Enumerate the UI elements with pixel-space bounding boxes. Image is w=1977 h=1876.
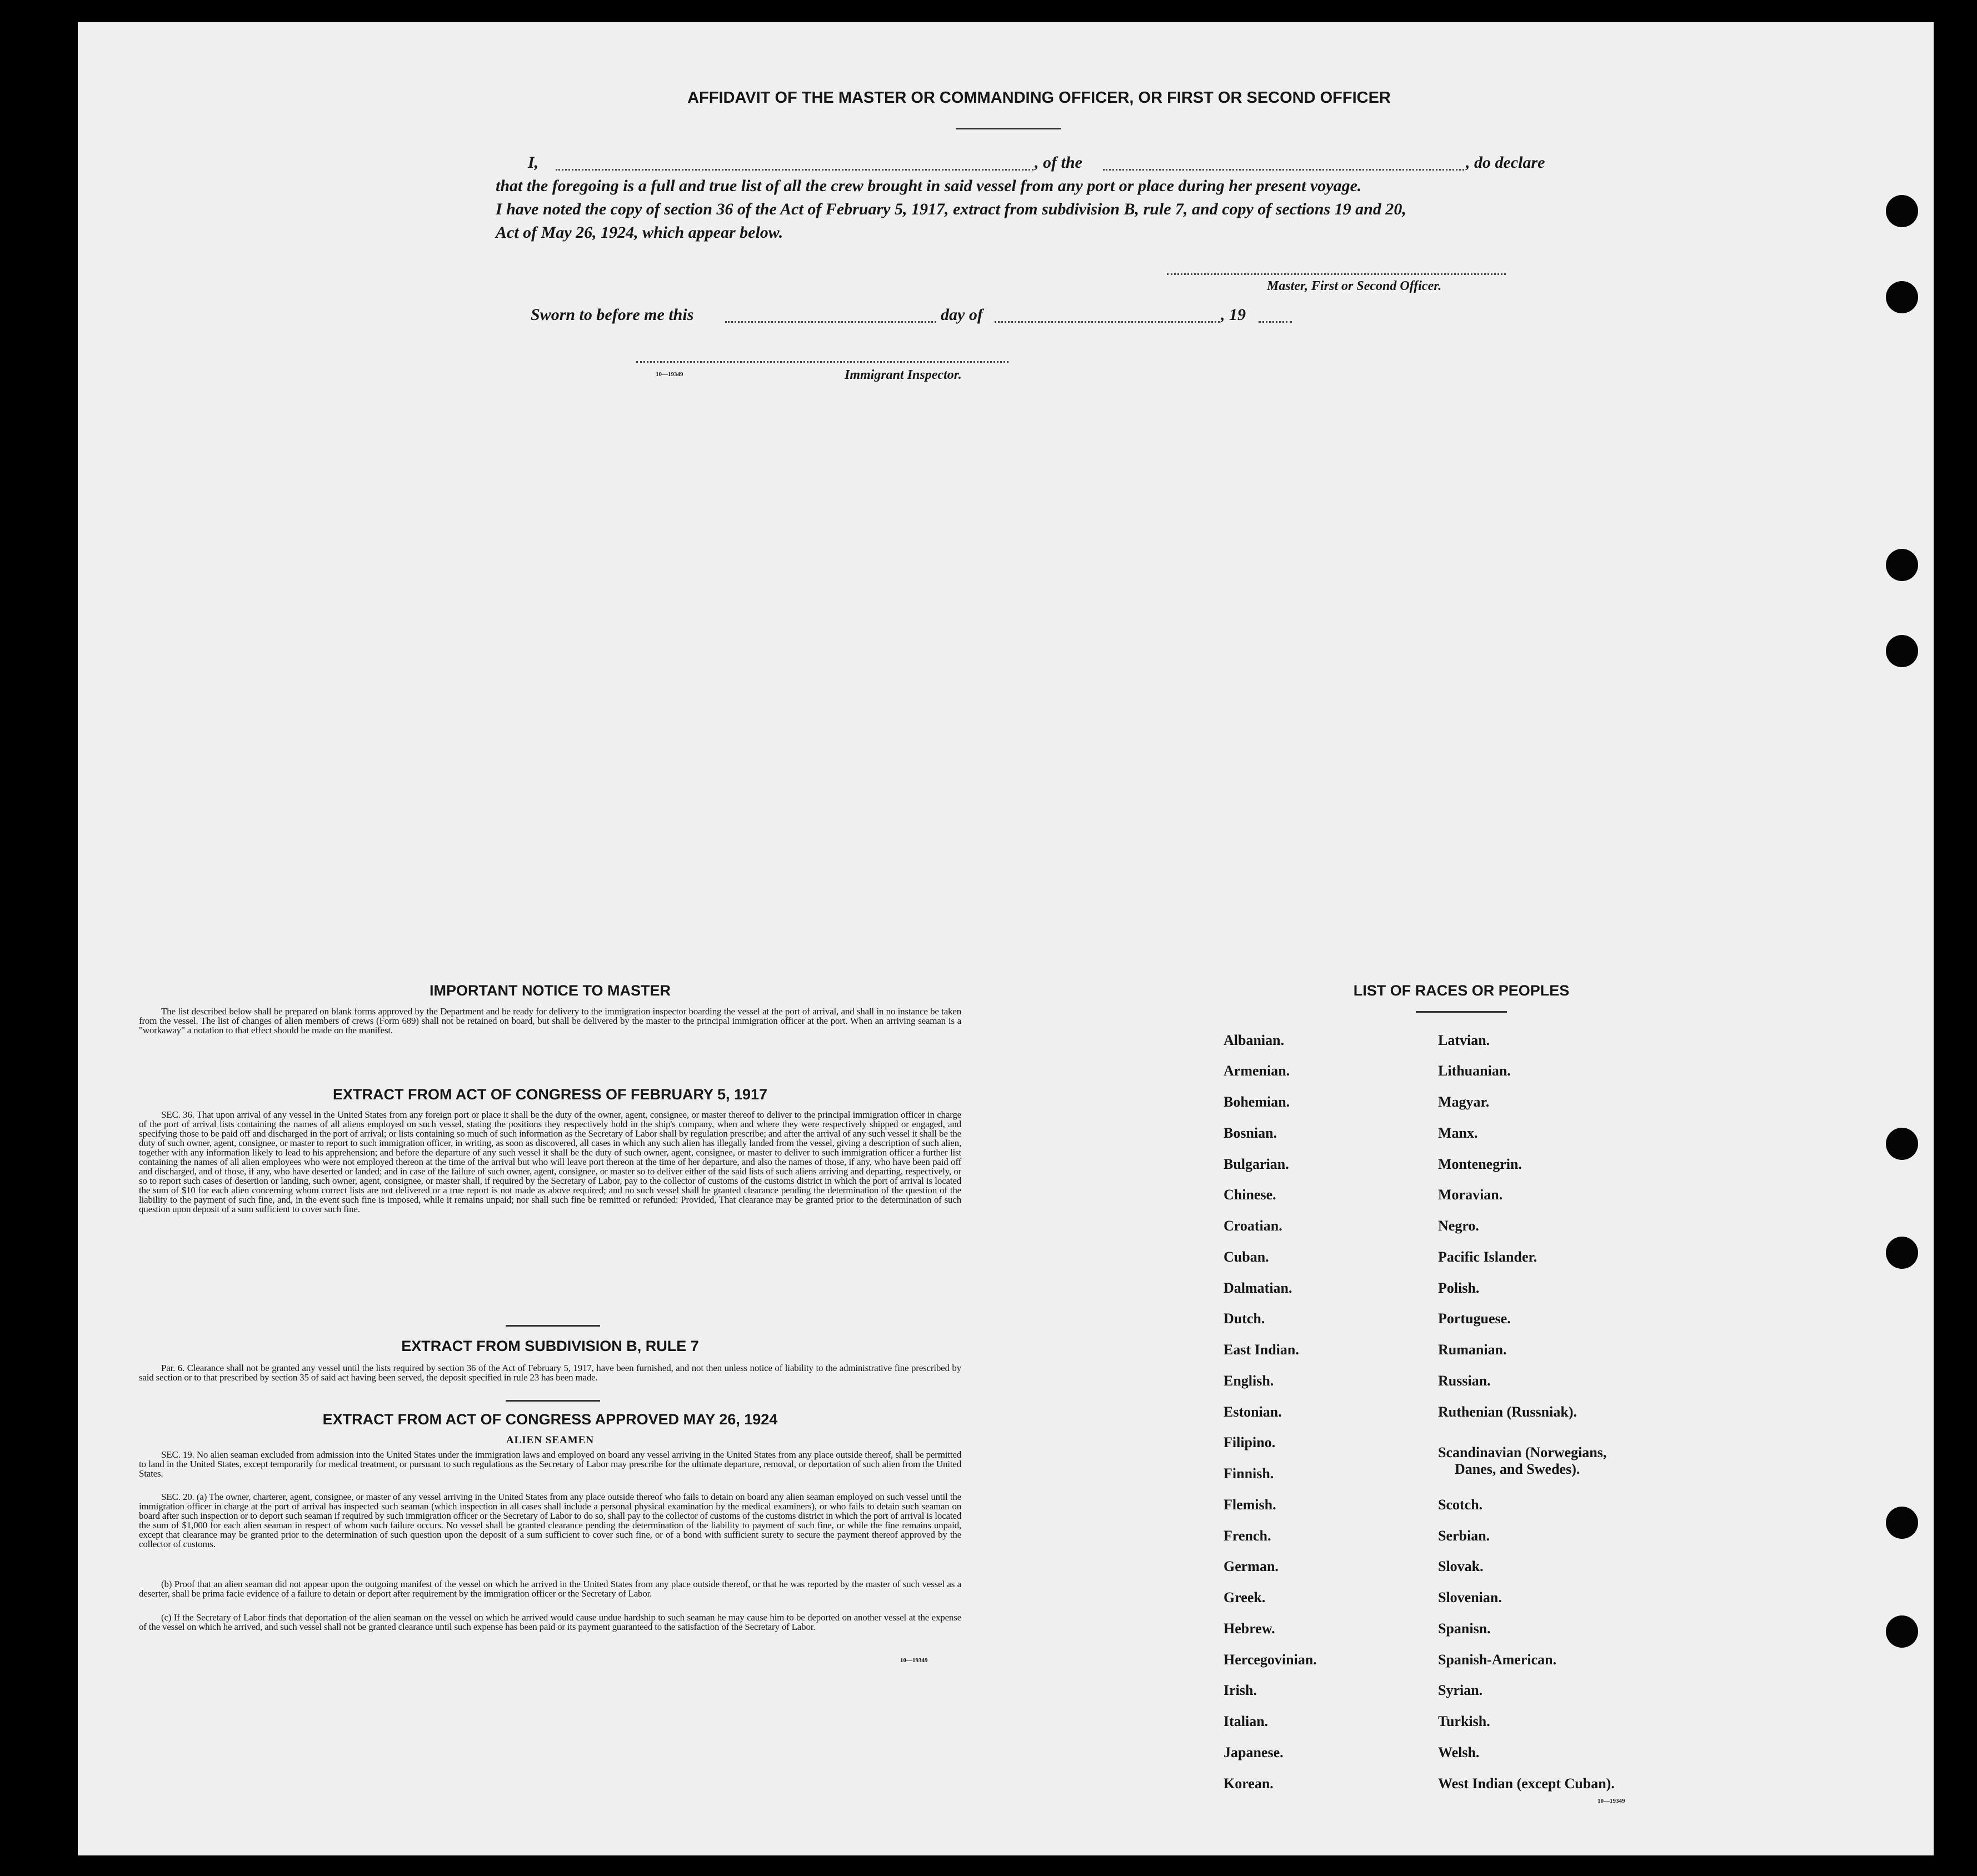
race-item: Manx.: [1438, 1125, 1478, 1141]
race-item: Italian.: [1224, 1713, 1269, 1729]
race-item: Syrian.: [1438, 1682, 1483, 1698]
affidavit-line-4: Act of May 26, 1924, which appear below.: [496, 223, 783, 242]
race-item: East Indian.: [1224, 1342, 1299, 1358]
sworn-year-field[interactable]: [1259, 321, 1292, 323]
binder-hole: [1886, 1507, 1918, 1539]
sworn-line: [531, 306, 1364, 328]
race-item: Japanese.: [1224, 1744, 1284, 1760]
section-divider: [506, 1400, 600, 1402]
race-item: Latvian.: [1438, 1032, 1490, 1048]
section-divider: [506, 1325, 600, 1327]
race-item: Montenegrin.: [1438, 1156, 1522, 1172]
race-item: Russian.: [1438, 1373, 1491, 1389]
binder-hole: [1886, 1237, 1918, 1269]
race-item: Flemish.: [1224, 1497, 1276, 1513]
race-item: Scotch.: [1438, 1497, 1483, 1513]
extract-1917-title: EXTRACT FROM ACT OF CONGRESS OF FEBRUARY 5, 1917: [332, 1086, 768, 1103]
race-item: German.: [1224, 1558, 1279, 1574]
extract-1917-body: SEC. 36. That upon arrival of any vessel in the United States from any foreign port or place it shall be the duty of the owner, agent, consignee, or master thereof to deliver to the principal immigration officer in charge of the port of arrival lists containing the names of all aliens employed on such vessel, stating the positions they respectively hold in the ship's company, when and where they were respectively shipped or engaged, and specifying those to be paid off and discharged in the port of arrival; or lists containing so much of such information as the Secretary of Labor shall by regulation prescribe; and after the arrival of any such vessel it shall be the duty of such owner, agent, consignee, or master to report to such immigration officer, in writing, as soon as discovered, all cases in which any such alien has illegally landed from the vessel, giving a description of such alien, together with any information likely to lead to his apprehension; and before the departure of any such vessel it shall be the duty of such owner, agent, consignee, or master to deliver to such immigration officer a further list containing the names of all alien employees who were not employed thereon at the time of the arrival but who will leave port thereon at the time of her departure, and also the names of those, if any, who have been paid off and discharged, and of those, if any, who have deserted or landed; and in case of the failure of such owner, agent, consignee, or master so to deliver either of the said lists of such aliens arriving and departing, respectively, or so to report such cases of desertion or landing, such owner, agent, consignee, or master shall, if required by the Secretary of Labor, pay to the collector of customs of the customs district in which the port of arrival is located the sum of $10 for each alien concerning whom correct lists are not delivered or a true report is not made as above required; and no such vessel shall be granted clearance pending the determination of the question of the liability to the payment of such fine, and, in the event such fine is imposed, while it remains unpaid; nor shall such fine be remitted or refunded: Provided, That clearance may be granted prior to the determination of such question upon deposit of a sum sufficient to cover such fine.: [139, 1109, 961, 1214]
race-item: Cuban.: [1224, 1249, 1269, 1265]
race-item: Portuguese.: [1438, 1310, 1511, 1327]
race-item: Serbian.: [1438, 1528, 1490, 1544]
affidavit-line-3: I have noted the copy of section 36 of the Act of February 5, 1917, extract from subdivision B, rule 7, and copy of sections 19 and 20,: [496, 200, 1406, 218]
race-item: Danes, and Swedes).: [1455, 1461, 1580, 1477]
master-signature-label: Master, First or Second Officer.: [1267, 279, 1442, 293]
binder-hole: [1886, 635, 1918, 667]
sworn-day-field[interactable]: [725, 321, 936, 323]
vessel-name-field[interactable]: [1103, 169, 1464, 171]
races-form-number: 10—19349: [1597, 1798, 1625, 1804]
sworn-label: Sworn to before me this: [531, 306, 694, 324]
document-page: [78, 22, 1934, 1855]
race-item: Welsh.: [1438, 1744, 1480, 1760]
race-item: Turkish.: [1438, 1713, 1490, 1729]
race-item: Korean.: [1224, 1775, 1274, 1792]
of-the-label: , of the: [1035, 153, 1082, 172]
notice-body: The list described below shall be prepared on blank forms approved by the Department and be ready for delivery to the immigration inspector boarding the vessel at the port of arrival, and shall in no instance be taken from the vessel. The list of changes of alien members of crews (Form 689) shall not be retained on board, but shall be delivered by the master to the principal immigration officer at the port. When an arriving seaman is a "workaway" a notation to that effect should be made on the manifest.: [139, 1006, 961, 1035]
race-item: Ruthenian (Russniak).: [1438, 1404, 1577, 1420]
race-item: Bohemian.: [1224, 1094, 1290, 1110]
race-item: West Indian (except Cuban).: [1438, 1775, 1615, 1792]
race-item: Albanian.: [1224, 1032, 1285, 1048]
binder-hole: [1886, 281, 1918, 313]
affidavit-line-2: that the foregoing is a full and true list of all the crew brought in said vessel from any port or place during her present voyage.: [496, 177, 1362, 195]
master-signature-field[interactable]: [1167, 273, 1506, 275]
race-item: French.: [1224, 1528, 1271, 1544]
race-item: English.: [1224, 1373, 1274, 1389]
day-of-label: day of: [941, 306, 983, 324]
race-item: Filipino.: [1224, 1434, 1276, 1450]
race-item: Scandinavian (Norwegians,: [1438, 1444, 1607, 1460]
sec-20b-body: (b) Proof that an alien seaman did not appear upon the outgoing manifest of the vessel on which he arrived in the United States from any place outside thereof, or that he was reported by the master of such vessel as a deserter, shall be prima facie evidence of a failure to detain or deport after requirement by the immigration officer or the Secretary of Labor.: [139, 1579, 961, 1599]
race-item: Croatian.: [1224, 1218, 1282, 1234]
inspector-label: Immigrant Inspector.: [845, 368, 962, 382]
race-item: Lithuanian.: [1438, 1063, 1511, 1079]
subdivision-title: EXTRACT FROM SUBDIVISION B, RULE 7: [401, 1338, 699, 1354]
notice-title: IMPORTANT NOTICE TO MASTER: [430, 982, 671, 999]
race-item: Irish.: [1224, 1682, 1257, 1698]
binder-hole: [1886, 1615, 1918, 1648]
binder-hole: [1886, 195, 1918, 227]
race-item: Negro.: [1438, 1218, 1479, 1234]
binder-hole: [1886, 1128, 1918, 1160]
affidavit-line-1: [528, 153, 1639, 176]
sec-20a-body: SEC. 20. (a) The owner, charterer, agent, consignee, or master of any vessel arriving in the United States from any place outside thereof who fails to detain on board any alien seaman employed on such vessel until the immigration officer in charge at the port of arrival has inspected such seaman (which inspection in all cases shall include a personal physical examination by the medical examiners), or who fails to detain such seaman on board after such inspection or to deport such seaman if required by such immigration officer or the Secretary of Labor to do so, shall pay to the collector of customs of the customs district in which the port of arrival is located the sum of $1,000 for each alien seaman in respect of whom such failure occurs. No vessel shall be granted clearance pending the determination of the liability to payment of such fine, or while the fine remains unpaid, except that clearance may be granted prior to the determination of such question upon the deposit of a sum sufficient to cover such fine, or of a bond with sufficient surety to secure the payment thereof approved by the collector of customs.: [139, 1492, 961, 1549]
race-item: Magyar.: [1438, 1094, 1490, 1110]
inspector-signature-field[interactable]: [636, 361, 1009, 363]
race-item: Estonian.: [1224, 1404, 1282, 1420]
race-item: Hercegovinian.: [1224, 1652, 1317, 1668]
race-item: Moravian.: [1438, 1187, 1503, 1203]
races-divider: [1416, 1011, 1507, 1013]
race-item: Chinese.: [1224, 1187, 1276, 1203]
binder-hole: [1886, 549, 1918, 581]
declarant-label: I,: [528, 153, 539, 172]
race-item: Pacific Islander.: [1438, 1249, 1537, 1265]
affidavit-form-number: 10—19349: [656, 371, 683, 378]
title-divider: [956, 128, 1061, 129]
sec-19-body: SEC. 19. No alien seaman excluded from admission into the United States under the immigration laws and employed on board any vessel arriving in the United States from any place outside thereof, shall be permitted to land in the United States, except temporarily for medical treatment, or pursuant to such regulations as the Secretary of Labor may prescribe for the ultimate departure, removal, or deportation of such alien from the United States.: [139, 1449, 961, 1479]
race-item: Spanisn.: [1438, 1620, 1491, 1637]
race-item: Polish.: [1438, 1280, 1480, 1296]
race-item: Hebrew.: [1224, 1620, 1275, 1637]
race-item: Dalmatian.: [1224, 1280, 1292, 1296]
race-item: Slovak.: [1438, 1558, 1484, 1574]
race-item: Finnish.: [1224, 1465, 1274, 1482]
declare-label: , do declare: [1466, 153, 1545, 172]
race-item: Spanish-American.: [1438, 1652, 1557, 1668]
declarant-name-field[interactable]: [556, 169, 1034, 171]
race-item: Greek.: [1224, 1589, 1266, 1605]
sworn-month-field[interactable]: [995, 321, 1220, 323]
races-title: LIST OF RACES OR PEOPLES: [1353, 982, 1570, 999]
race-item: Slovenian.: [1438, 1589, 1502, 1605]
race-item: Armenian.: [1224, 1063, 1290, 1079]
race-item: Bosnian.: [1224, 1125, 1277, 1141]
year-label: , 19: [1221, 306, 1246, 324]
race-item: Rumanian.: [1438, 1342, 1507, 1358]
race-item: Dutch.: [1224, 1310, 1265, 1327]
extract-1924-title: EXTRACT FROM ACT OF CONGRESS APPROVED MAY 26, 1924: [322, 1411, 778, 1428]
affidavit-title: AFFIDAVIT OF THE MASTER OR COMMANDING OFFICER, OR FIRST OR SECOND OFFICER: [687, 89, 1391, 107]
alien-seamen-subtitle: ALIEN SEAMEN: [506, 1434, 595, 1446]
race-item: Bulgarian.: [1224, 1156, 1289, 1172]
sec-20c-body: (c) If the Secretary of Labor finds that deportation of the alien seaman on the vessel on which he arrived would cause undue hardship to such seaman he may cause him to be deported on another vessel at the expense of the vessel on which he arrived, and such vessel shall not be granted clearance until such expense has been paid or its payment guaranteed to the satisfaction of the Secretary of Labor.: [139, 1612, 961, 1632]
extract-form-number: 10—19349: [900, 1657, 928, 1664]
subdivision-body: Par. 6. Clearance shall not be granted any vessel until the lists required by section 36 of the Act of February 5, 1917, have been furnished, and not then unless notice of liability to the administrative fine prescribed by said section or to that prescribed by section 35 of said act having been served, the deposit specified in rule 23 has been made.: [139, 1363, 961, 1383]
